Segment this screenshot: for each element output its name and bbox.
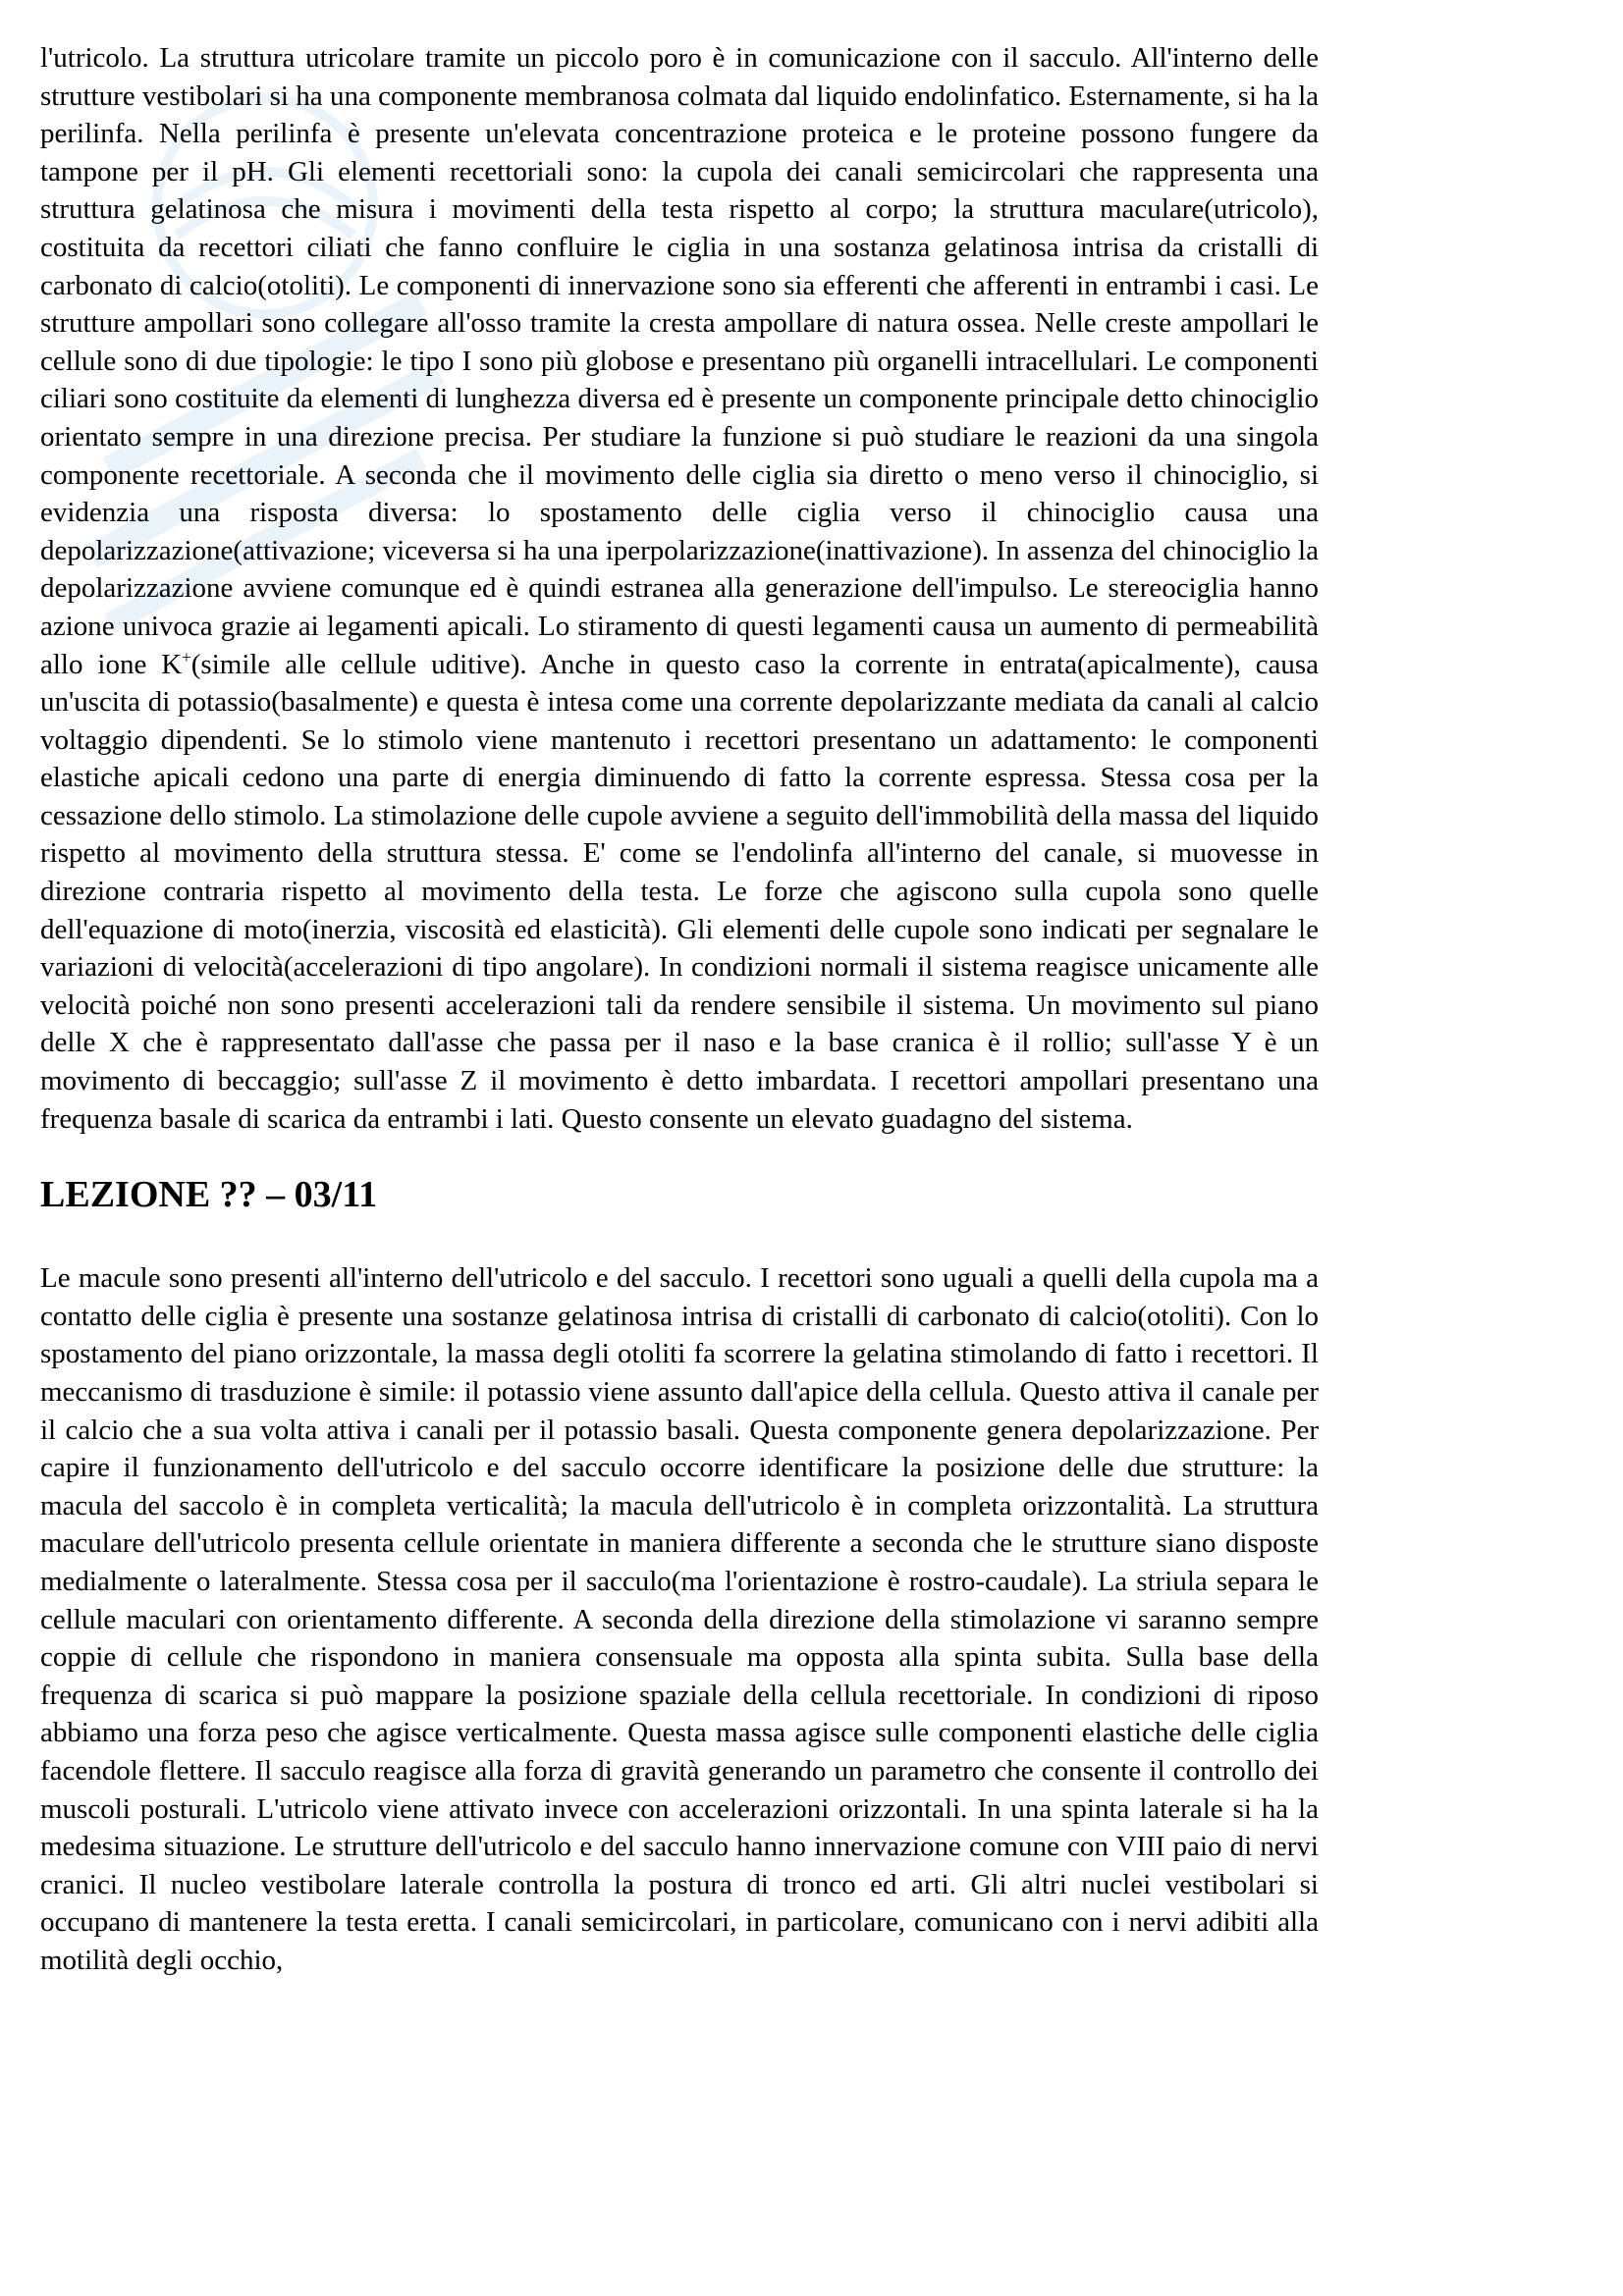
- lesson-heading: LEZIONE ?? – 03/11: [40, 1174, 378, 1216]
- paragraph-vestibular-receptors: [40, 39, 1319, 1138]
- paragraph-1-text: l'utricolo. La struttura utricolare tramite un piccolo poro è in comunicazione con il sacculo. All'interno delle strutture vestibolari si ha una componente membranosa colmata dal liquido endolinfatico. Esternamente, si ha la perilinfa. Nella perilinfa è presente un'elevata concentrazione proteica e le proteine possono fungere da tampone per il pH. Gli elementi recettoriali sono: la cupola dei canali semicircolari che rappresenta una struttura gelatinosa che misura i movimenti della testa rispetto al corpo; la struttura maculare(utricolo), costituita da recettori ciliati che fanno confluire le ciglia in una sostanza gelatinosa intrisa da cristalli di carbonato di calcio(otoliti). Le componenti di innervazione sono sia efferenti che afferenti in entrambi i casi. Le strutture ampollari sono collegare all'osso tramite la cresta ampollare di natura ossea. Nelle creste ampollari le cellule sono di due tipologie: le tipo I sono più globose e presentano più organelli intracellulari. Le componenti ciliari sono costituite da elementi di lunghezza diversa ed è presente un componente principale detto chinociglio orientato sempre in una direzione precisa. Per studiare la funzione si può studiare le reazioni da una singola componente recettoriale. A seconda che il movimento delle ciglia sia diretto o meno verso il chinociglio, si evidenzia una risposta diversa: lo spostamento delle ciglia verso il chinociglio causa una depolarizzazione(attivazione; viceversa si ha una iperpolarizzazione(inattivazione). In assenza del chinociglio la depolarizzazione avviene comunque ed è quindi estranea alla generazione dell'impulso. Le stereociglia hanno azione univoca grazie ai legamenti apicali. Lo stiramento di questi legamenti causa un aumento di permeabilità allo ione K: [40, 42, 1319, 680]
- paragraph-1-text-continued: (simile alle cellule uditive). Anche in questo caso la corrente in entrata(apicalmente), causa un'uscita di potassio(basalmente) e questa è intesa come una corrente depolarizzante mediata da canali al calcio voltaggio dipendenti. Se lo stimolo viene mantenuto i recettori presentano un adattamento: le componenti elastiche apicali cedono una parte di energia diminuendo di fatto la corrente espressa. Stessa cosa per la cessazione dello stimolo. La stimolazione delle cupole avviene a seguito dell'immobilità della massa del liquido rispetto al movimento della struttura stessa. E' come se l'endolinfa all'interno del canale, si muovesse in direzione contraria rispetto al movimento della testa. Le forze che agiscono sulla cupola sono quelle dell'equazione di moto(inerzia, viscosità ed elasticità). Gli elementi delle cupole sono indicati per segnalare le variazioni di velocità(accelerazioni di tipo angolare). In condizioni normali il sistema reagisce unicamente alle velocità poiché non sono presenti accelerazioni tali da rendere sensibile il sistema. Un movimento sul piano delle X che è rappresentato dall'asse che passa per il naso e la base cranica è il rollio; sull'asse Y è un movimento di beccaggio; sull'asse Z il movimento è detto imbardata. I recettori ampollari presentano una frequenza basale di scarica da entrambi i lati. Questo consente un elevato guadagno del sistema.: [40, 648, 1320, 1135]
- document-body: [40, 39, 1319, 1980]
- paragraph-macule: Le macule sono presenti all'interno dell'utricolo e del sacculo. I recettori sono uguali a quelli della cupola ma a contatto delle ciglia è presente una sostanze gelatinosa intrisa di cristalli di carbonato di calcio(otoliti). Con lo spostamento del piano orizzontale, la massa degli otoliti fa scorrere la gelatina stimolando di fatto i recettori. Il meccanismo di trasduzione è simile: il potassio viene assunto dall'apice della cellula. Questo attiva il canale per il calcio che a sua volta attiva i canali per il potassio basali. Questa componente genera depolarizzazione. Per capire il funzionamento dell'utricolo e del sacculo occorre identificare la posizione delle due strutture: la macula del saccolo è in completa verticalità; la macula dell'utricolo è in completa orizzontalità. La struttura maculare dell'utricolo presenta cellule orientate in maniera differente a seconda che le strutture siano disposte medialmente o lateralmente. Stessa cosa per il sacculo(ma l'orientazione è rostro-caudale). La striula separa le cellule maculari con orientamento differente. A seconda della direzione della stimolazione vi saranno sempre coppie di cellule che rispondono in maniera consensuale ma opposta alla spinta subita. Sulla base della frequenza di scarica si può mappare la posizione spaziale della cellula recettoriale. In condizioni di riposo abbiamo una forza peso che agisce verticalmente. Questa massa agisce sulle componenti elastiche delle ciglia facendole flettere. Il sacculo reagisce alla forza di gravità generando un parametro che consente il controllo dei muscoli posturali. L'utricolo viene attivato invece con accelerazioni orizzontali. In una spinta laterale si ha la medesima situazione. Le strutture dell'utricolo e del sacculo hanno innervazione comune con VIII paio di nervi cranici. Il nucleo vestibolare laterale controlla la postura di tronco ed arti. Gli altri nuclei vestibolari si occupano di mantenere la testa eretta. I canali semicircolari, in particolare, comunicano con i nervi adibiti alla motilità degli occhio,: [40, 1262, 1319, 1976]
- potassium-charge-superscript: +: [182, 647, 191, 667]
